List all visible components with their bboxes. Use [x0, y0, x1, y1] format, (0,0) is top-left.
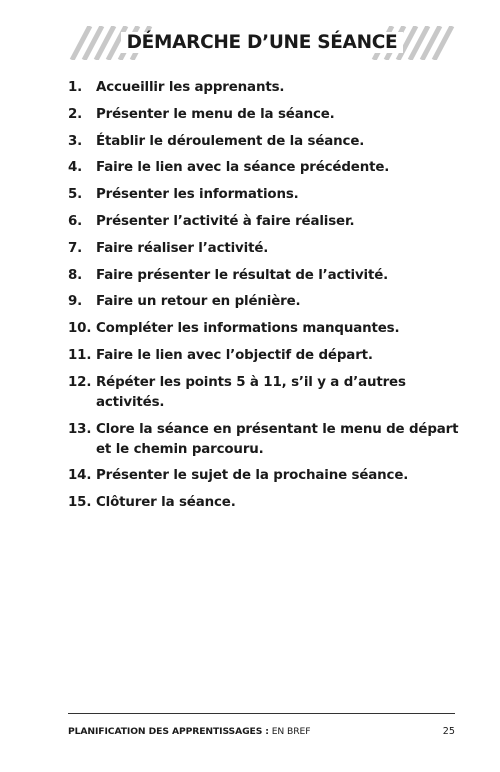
step-item — [68, 158, 460, 178]
step-item — [68, 420, 460, 460]
step-text: Répéter les points 5 à 11, s’il y a d’autres activités. — [96, 374, 406, 410]
step-number: 6. — [68, 213, 83, 229]
step-text: Faire le lien avec l’objectif de départ. — [96, 347, 373, 363]
step-text: Faire présenter le résultat de l’activité. — [96, 267, 389, 283]
step-text: Faire réaliser l’activité. — [96, 240, 269, 256]
step-number: 7. — [68, 240, 83, 256]
step-text: Clôturer la séance. — [96, 495, 236, 511]
step-number: 13. — [68, 421, 92, 437]
step-item — [68, 266, 460, 286]
step-number: 12. — [68, 374, 92, 390]
step-number: 4. — [68, 160, 83, 176]
step-text: Présenter l’activité à faire réaliser. — [96, 213, 355, 229]
step-item — [68, 105, 460, 125]
step-text: Faire le lien avec la séance précédente. — [96, 160, 390, 176]
step-item — [68, 132, 460, 152]
step-text: Compléter les informations manquantes. — [96, 321, 400, 337]
step-item — [68, 212, 460, 232]
step-number: 14. — [68, 468, 92, 484]
step-text: Faire un retour en plénière. — [96, 294, 301, 310]
footer-running-title — [68, 726, 310, 738]
step-number: 15. — [68, 495, 92, 511]
footer-subsection: EN BREF — [271, 726, 311, 737]
step-number: 11. — [68, 347, 92, 363]
step-item — [68, 319, 460, 339]
step-item — [68, 466, 460, 486]
footer-section: PLANIFICATION DES APPRENTISSAGES : — [68, 726, 269, 737]
step-item — [68, 373, 460, 413]
page-number: 25 — [442, 726, 455, 737]
page-title — [68, 26, 456, 60]
step-item — [68, 346, 460, 366]
step-number: 5. — [68, 187, 83, 203]
step-text: Présenter le menu de la séance. — [96, 106, 335, 122]
step-text: Présenter le sujet de la prochaine séance. — [96, 468, 409, 484]
step-text: Établir le déroulement de la séance. — [96, 133, 365, 149]
step-item — [68, 78, 460, 98]
step-number: 10. — [68, 321, 92, 337]
step-text: Clore la séance en présentant le menu de départ et le chemin parcouru. — [96, 421, 459, 457]
step-item — [68, 493, 460, 513]
step-text: Présenter les informations. — [96, 187, 299, 203]
step-item — [68, 239, 460, 259]
page-title-text: DÉMARCHE D’UNE SÉANCE — [121, 32, 404, 53]
step-item — [68, 292, 460, 312]
step-text: Accueillir les apprenants. — [96, 80, 285, 95]
steps-list — [68, 78, 460, 520]
step-item — [68, 185, 460, 205]
title-band — [68, 26, 456, 60]
step-number: 8. — [68, 267, 83, 283]
step-number: 9. — [68, 294, 83, 310]
footer-divider — [68, 713, 455, 714]
step-number: 2. — [68, 106, 83, 122]
step-number: 1. — [68, 80, 83, 95]
step-number: 3. — [68, 133, 83, 149]
